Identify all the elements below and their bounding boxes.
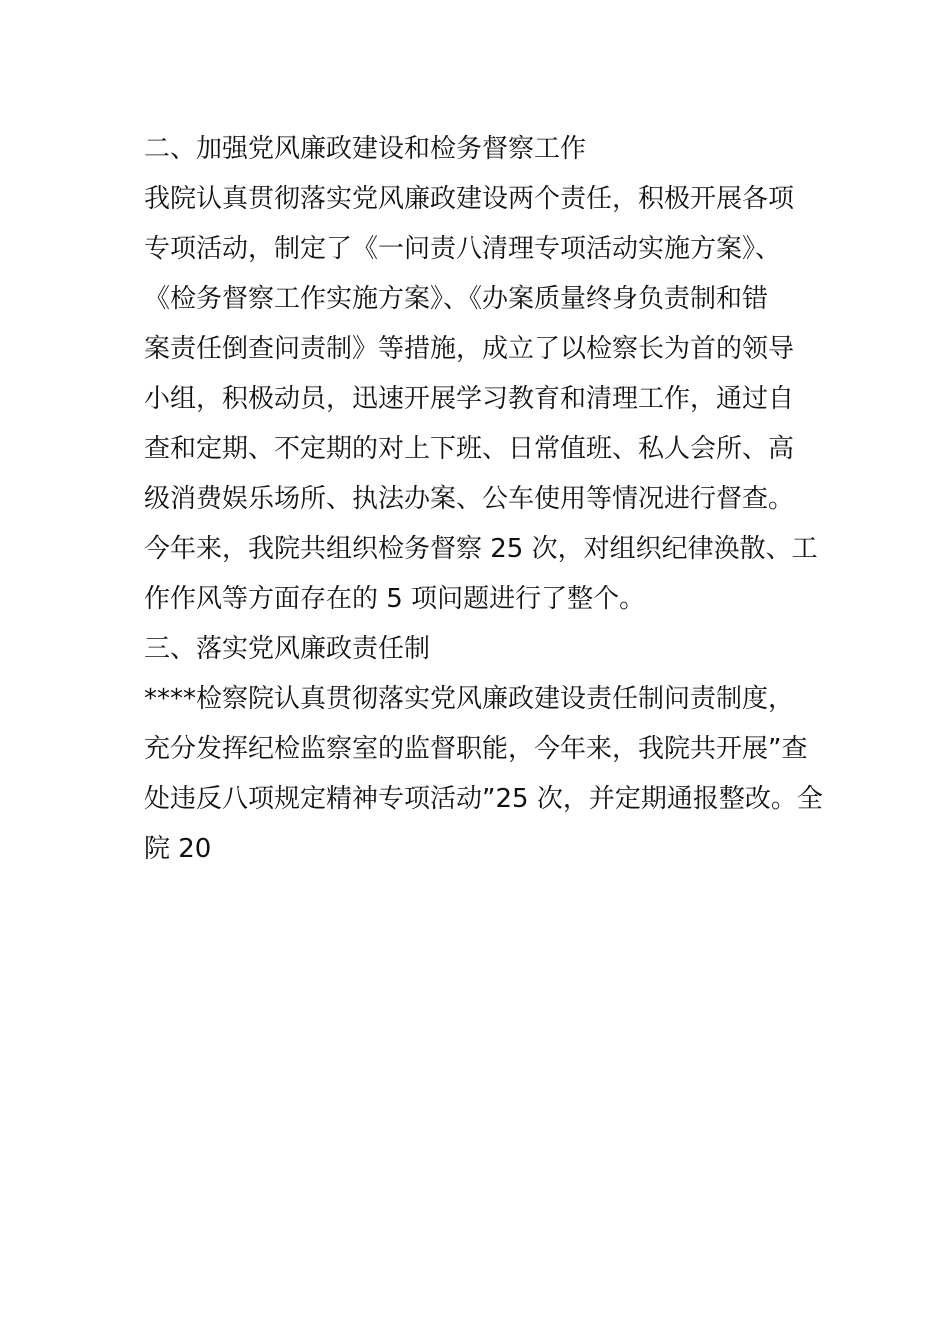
paragraph-line: 我院认真贯彻落实党风廉政建设两个责任，积极开展各项 bbox=[144, 184, 795, 214]
paragraph-line: 处违反八项规定精神专项活动”25 次，并定期通报整改。全 bbox=[144, 784, 823, 814]
section-heading-2: 二、加强党风廉政建设和检务督察工作 bbox=[144, 134, 587, 164]
paragraph-line: 小组，积极动员，迅速开展学习教育和清理工作，通过自 bbox=[144, 384, 795, 414]
paragraph-line: 院 20 bbox=[144, 834, 212, 864]
paragraph-line: 案责任倒查问责制》等措施，成立了以检察长为首的领导 bbox=[144, 334, 795, 364]
paragraph-line: 作作风等方面存在的 5 项问题进行了整个。 bbox=[144, 584, 646, 614]
paragraph-line: 查和定期、不定期的对上下班、日常值班、私人会所、高 bbox=[144, 434, 795, 464]
paragraph-line: 专项活动，制定了《一问责八清理专项活动实施方案》、 bbox=[144, 234, 782, 264]
section-heading-3: 三、落实党风廉政责任制 bbox=[144, 634, 431, 664]
paragraph-line: ****检察院认真贯彻落实党风廉政建设责任制问责制度， bbox=[144, 684, 795, 714]
document-body bbox=[144, 124, 823, 874]
paragraph-line: 《检务督察工作实施方案》、《办案质量终身负责制和错 bbox=[144, 284, 769, 314]
paragraph-line: 级消费娱乐场所、执法办案、公车使用等情况进行督查。 bbox=[144, 484, 795, 514]
paragraph-line: 今年来，我院共组织检务督察 25 次，对组织纪律涣散、工 bbox=[144, 534, 818, 564]
paragraph-line: 充分发挥纪检监察室的监督职能，今年来，我院共开展”查 bbox=[144, 734, 808, 764]
